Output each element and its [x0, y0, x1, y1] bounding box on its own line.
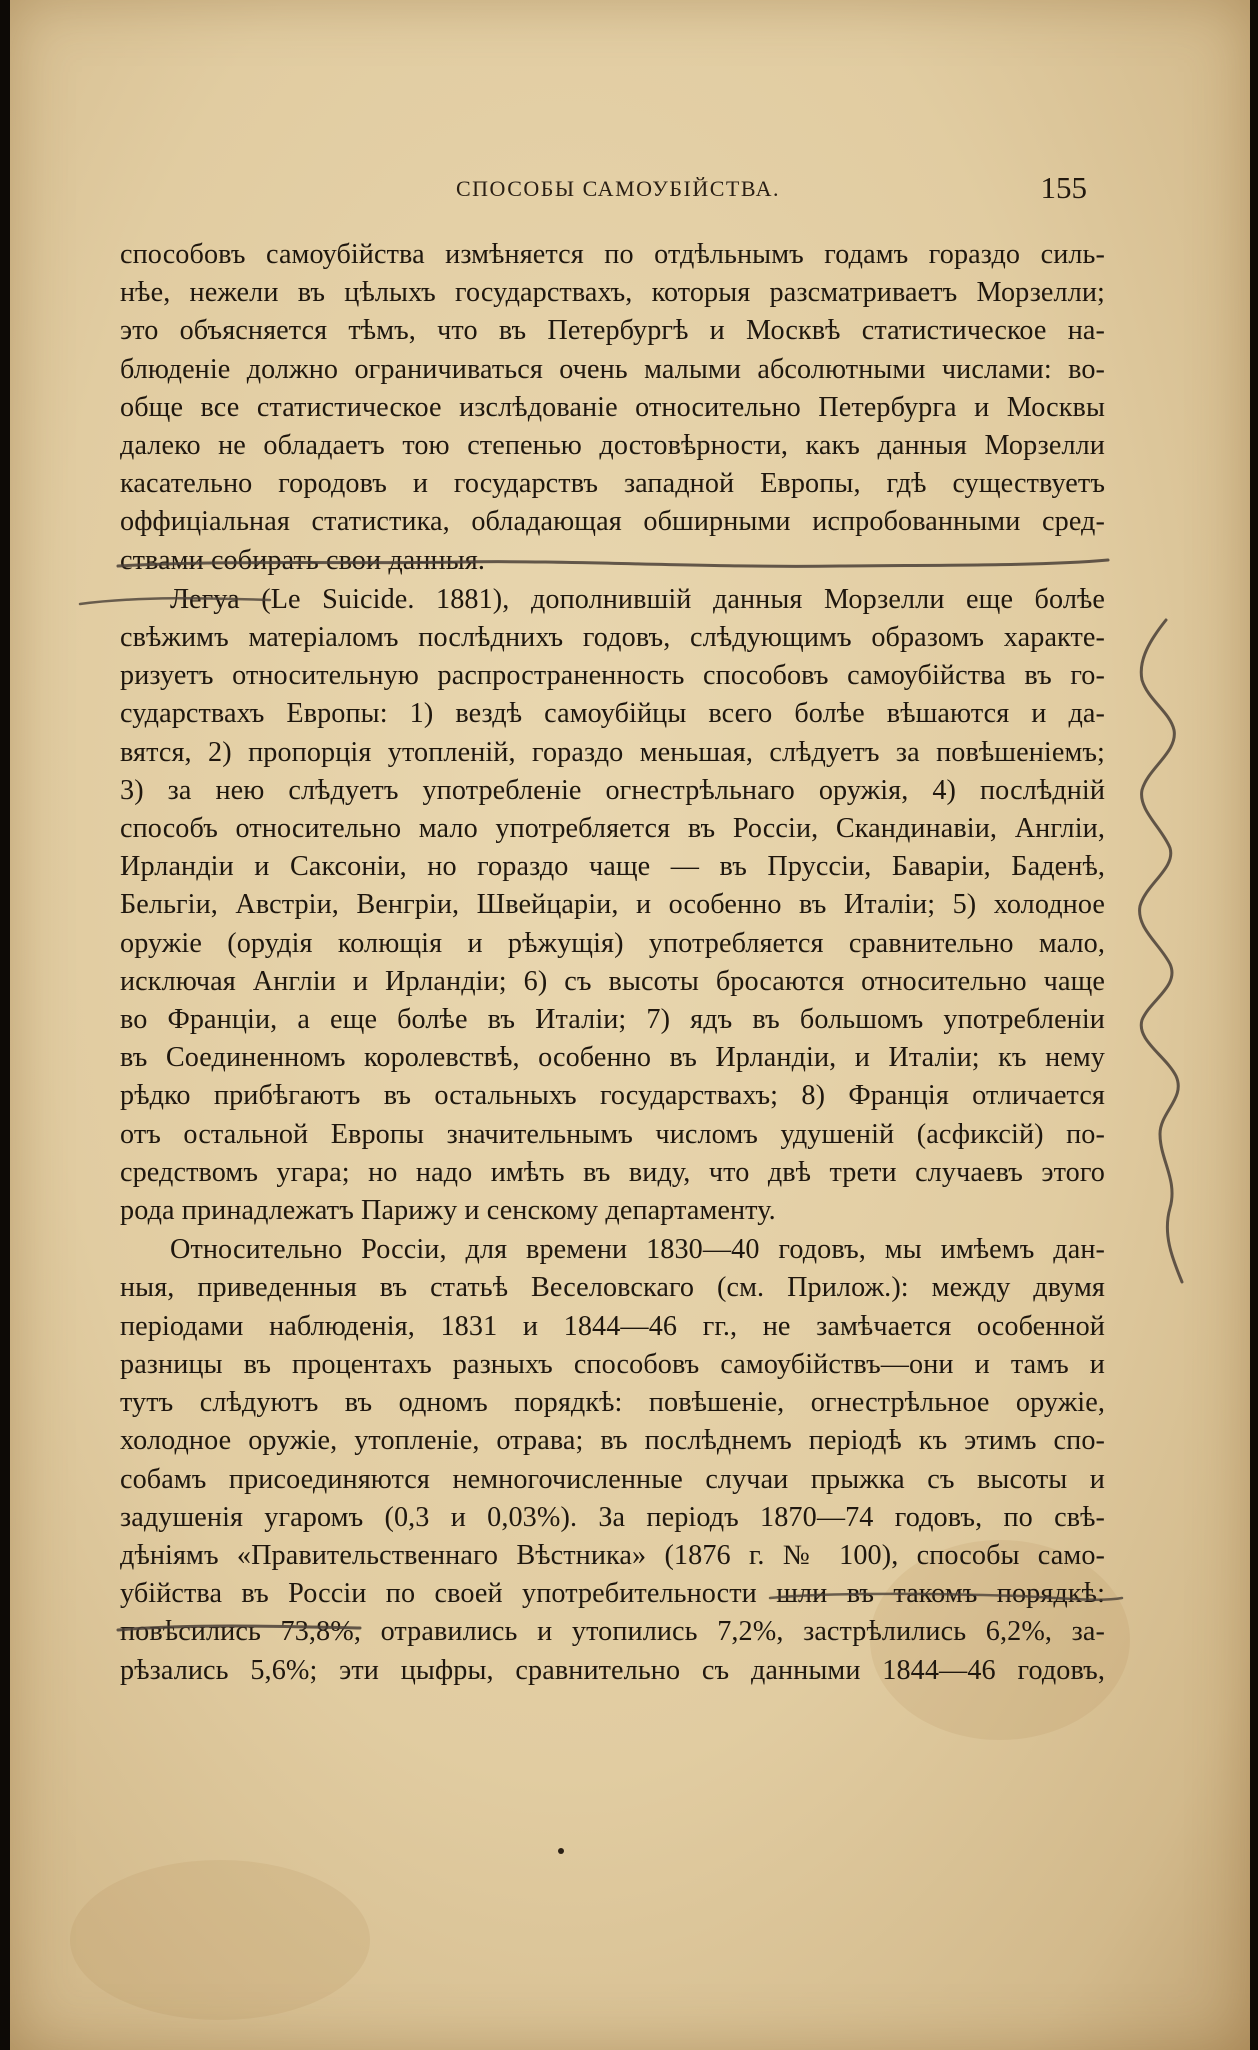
text-line: періодами наблюденія, 1831 и 1844—46 гг., не замѣчается особенной [120, 1310, 1105, 1342]
text-line: вятся, 2) пропорція утопленій, гораздо меньшая, слѣдуетъ за повѣшеніемъ; [120, 736, 1105, 768]
running-title: СПОСОБЫ САМОУБІЙСТВА. [456, 176, 780, 201]
text-line: оружіе (орудія колющія и рѣжущія) употребляется сравнительно мало, [120, 927, 1105, 959]
page-number: 155 [1040, 170, 1087, 205]
text-line: собамъ присоединяются немногочисленные случаи прыжка съ высоты и [120, 1463, 1105, 1495]
text-line: исключая Англіи и Ирландіи; 6) съ высоты бросаются относительно чаще [120, 965, 1105, 997]
scanned-book-page [10, 0, 1250, 2050]
body-text [120, 236, 1105, 1690]
text-line: отъ остальной Европы значительнымъ числомъ удушеній (асфиксій) по- [120, 1118, 1105, 1150]
text-line: обще все статистическое изслѣдованіе относительно Петербурга и Москвы [120, 391, 1105, 423]
text-line: ствами собирать свои данныя. [120, 544, 485, 576]
text-line: во Франціи, а еще болѣе въ Италіи; 7) ядъ въ большомъ употребленіи [120, 1004, 1105, 1036]
text-line: разницы въ процентахъ разныхъ способовъ самоубійствъ—они и тамъ и [120, 1348, 1105, 1380]
text-line: Ирландіи и Саксоніи, но гораздо чаще — въ Пруссіи, Баваріи, Баденѣ, [120, 851, 1105, 883]
text-line: блюденіе должно ограничиваться очень малыми абсолютными числами: во- [120, 353, 1105, 385]
text-line: рѣзались 5,6%; эти цыфры, сравнительно съ данными 1844—46 годовъ, [120, 1654, 1105, 1686]
text-line: рода принадлежатъ Парижу и сенскому департаменту. [120, 1195, 776, 1227]
text-line: повѣсились 73,8%, отравились и утопились 7,2%, застрѣлились 6,2%, за- [120, 1616, 1105, 1648]
text-line: касательно городовъ и государствъ западной Европы, гдѣ существуетъ [120, 468, 1105, 500]
text-line: рѣдко прибѣгаютъ въ остальныхъ государствахъ; 8) Франція отличается [120, 1080, 1105, 1112]
text-line: Легуа (Le Suicide. 1881), дополнившій данныя Морзелли еще болѣе [170, 583, 1105, 615]
text-line: въ Соединенномъ королевствѣ, особенно въ Ирландіи, и Италіи; къ нему [120, 1042, 1105, 1074]
text-line: оффиціальная статистика, обладающая обширными испробованными сред- [120, 506, 1105, 538]
text-line: средствомъ угара; но надо имѣть въ виду, что двѣ трети случаевъ этого [120, 1156, 1105, 1188]
text-line: ризуетъ относительную распространенность способовъ самоубійства въ го- [120, 660, 1105, 692]
text-line: нѣе, нежели въ цѣлыхъ государствахъ, которыя разсматриваетъ Морзелли; [120, 277, 1105, 309]
text-line: далеко не обладаетъ тою степенью достовѣрности, какъ данныя Морзелли [120, 430, 1105, 462]
text-line: Бельгіи, Австріи, Венгріи, Швейцаріи, и особенно въ Италіи; 5) холодное [120, 889, 1105, 921]
text-line: способовъ самоубійства измѣняется по отдѣльнымъ годамъ гораздо силь- [120, 239, 1105, 270]
page-header [10, 172, 1250, 212]
paragraph-3 [120, 1231, 1105, 1689]
text-line: тутъ слѣдуютъ въ одномъ порядкѣ: повѣшеніе, огнестрѣльное оружіе, [120, 1387, 1105, 1419]
text-line: это объясняется тѣмъ, что въ Петербургѣ и Москвѣ статистическое на- [120, 315, 1105, 347]
text-line: сударствахъ Европы: 1) вездѣ самоубійцы всего болѣе вѣшаются и да- [120, 698, 1105, 730]
ink-dot [558, 1848, 564, 1854]
text-line: убійства въ Россіи по своей употребительности шли въ такомъ порядкѣ: [120, 1578, 1105, 1610]
paragraph-2 [120, 581, 1105, 1230]
paper-stain [70, 1860, 370, 2020]
text-line: Относительно Россіи, для времени 1830—40 годовъ, мы имѣемъ дан- [170, 1234, 1105, 1266]
text-line: свѣжимъ матеріаломъ послѣднихъ годовъ, слѣдующимъ образомъ характе- [120, 622, 1105, 654]
text-line: холодное оружіе, утопленіе, отрава; въ послѣднемъ періодѣ къ этимъ спо- [120, 1425, 1105, 1457]
text-line: 3) за нею слѣдуетъ употребленіе огнестрѣльнаго оружія, 4) послѣдній [120, 774, 1105, 806]
text-line: дѣніямъ «Правительственнаго Вѣстника» (1876 г. № 100), способы само- [120, 1539, 1105, 1571]
text-line: способъ относительно мало употребляется въ Россіи, Скандинавіи, Англіи, [120, 813, 1105, 845]
text-line: ныя, приведенныя въ статьѣ Веселовскаго (см. Прилож.): между двумя [120, 1272, 1105, 1304]
text-line: задушенія угаромъ (0,3 и 0,03%). За періодъ 1870—74 годовъ, по свѣ- [120, 1501, 1105, 1533]
paragraph-1 [120, 236, 1105, 580]
